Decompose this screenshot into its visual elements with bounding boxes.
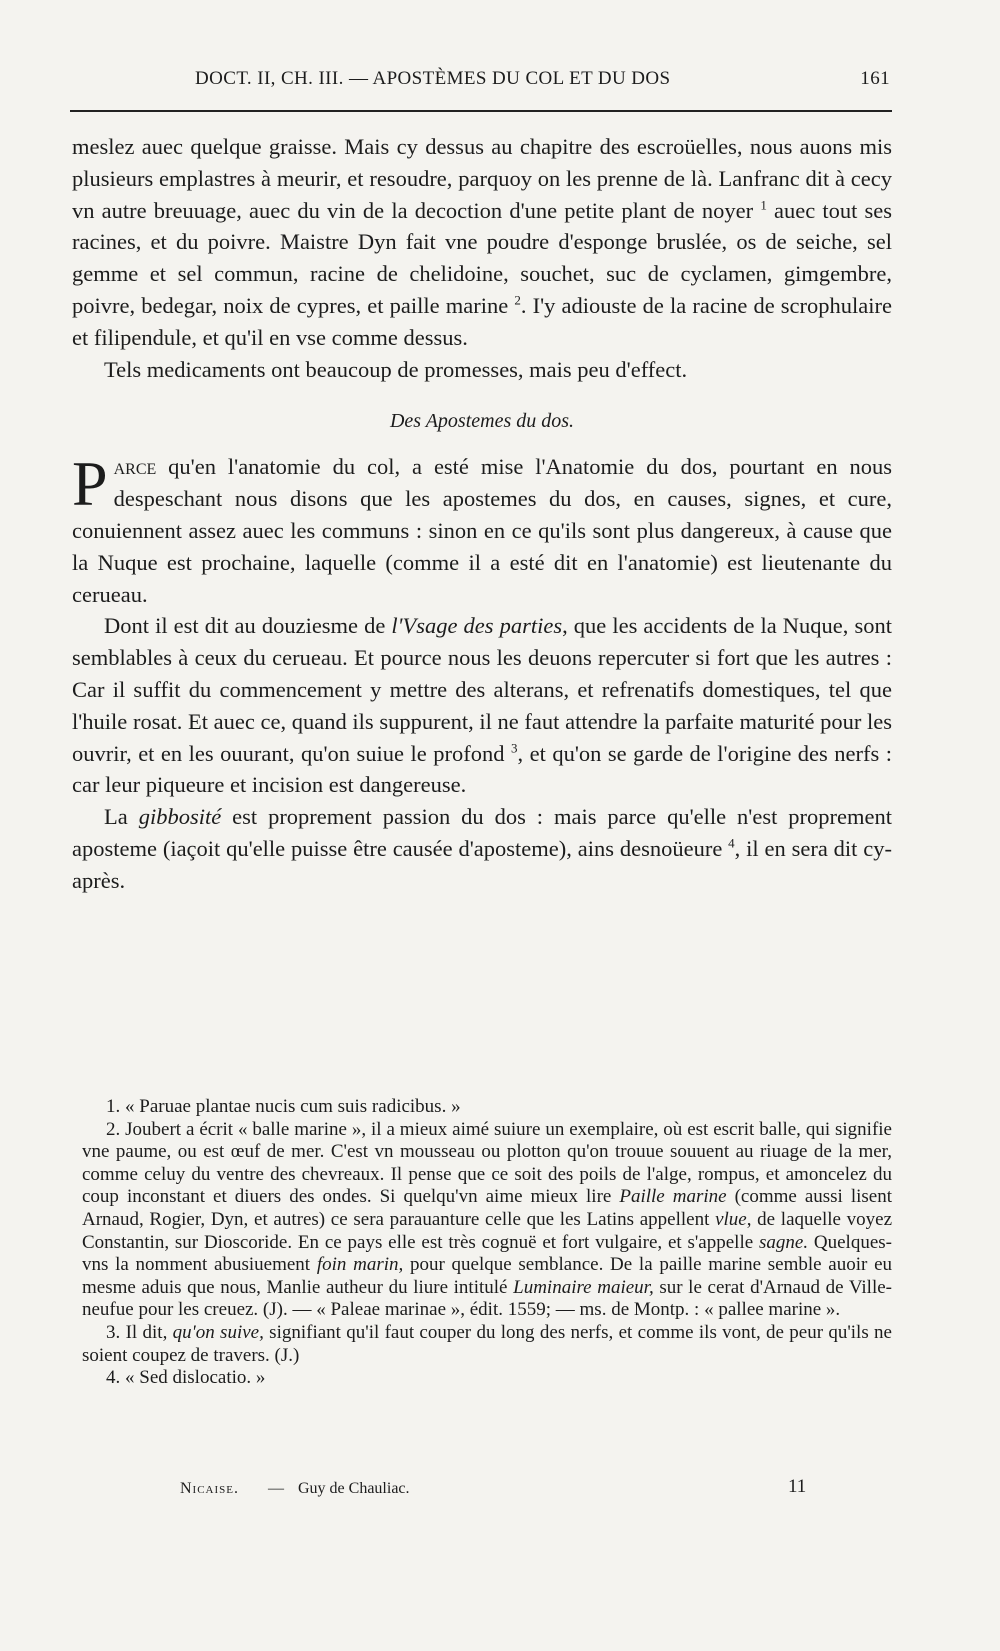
footer-separator: — bbox=[268, 1480, 284, 1497]
footnote-ref-4: 4 bbox=[728, 835, 735, 851]
footnote-1: 1. « Paruae plantae nucis cum suis radicibus. » bbox=[106, 1096, 461, 1117]
paragraph-3: Parce qu'en l'anatomie du col, a esté mise l'Anatomie du dos, pourtant en nous despeschant nous disons que les apostemes du dos, en causes, signes, et cure, conuiennent assez auec les communs : sinon en ce qu'ils sont plus dangereux, à cause que la Nuque est prochaine, laquelle (comme il a esté dit en l'anatomie) est lieutenante du cerueau. bbox=[72, 448, 892, 607]
page-footer bbox=[180, 1476, 880, 1510]
footnote-ref-2: 2 bbox=[514, 292, 521, 308]
footnote-ref-1: 1 bbox=[760, 197, 767, 213]
running-title: DOCT. II, CH. III. — APOSTÈMES DU COL ET DU DOS bbox=[195, 68, 671, 89]
small-caps-word: arce bbox=[113, 454, 157, 480]
page-header bbox=[70, 68, 890, 108]
footer-author: Nicaise. bbox=[180, 1480, 239, 1497]
paragraph-5: La gibbosité est proprement passion du dos : mais parce qu'elle n'est proprement aposteme (iaçoit qu'elle puisse être causée d'aposteme), ains desnoüeure $^4$, il en sera dit cy-après. bbox=[72, 804, 893, 893]
header-rule bbox=[70, 110, 892, 112]
italic-title: l'Vsage des parties bbox=[391, 613, 563, 639]
section-title: Des Apostemes du dos. bbox=[389, 410, 575, 433]
footnote-4: 4. « Sed dislocatio. » bbox=[106, 1367, 266, 1389]
page-number: 161 bbox=[860, 68, 890, 89]
main-text bbox=[72, 131, 892, 897]
paragraph-1: meslez auec quelque graisse. Mais cy dessus au chapitre des escroüelles, nous auons mis plusieurs emplastres à meurir, et resoudre, parquoy on les prenne de là. Lanfranc dit à cecy vn autre breuuage, auec du vin de la decoction d'une petite plant de noyer $^1$ auec tout ses racines, et du poivre. Maistre Dyn fait vne poudre d'esponge bruslée, os de seiche, sel gemme et sel commun, racine de chelidoine, souchet, suc de cyclamen, gimgembre, poivre, bedegar, noix de cypres, et paille marine $^2$. I'y adiouste de la racine de scrophulaire et filipendule, et qu'il en vse comme dessus. bbox=[72, 134, 893, 350]
footnote-ref-3: 3 bbox=[510, 740, 518, 756]
signature-mark: 11 bbox=[788, 1476, 807, 1497]
footer-book-title: Guy de Chauliac. bbox=[298, 1480, 410, 1497]
footnotes bbox=[82, 1096, 892, 1390]
footnote-2: 2. Joubert a écrit « balle marine », il a mieux aimé suiure un exemplaire, où est escrit balle, qui signifie vne paume, ou est œuf de mer. C'est vn mousseau ou plotton qu'on trouue souuent au riuage de la mer, comme celuy du ventre des chevreaux. Il pense que ce soit des poils de l'alge, rompus, et amoncelez du coup inconstant et diuers des ondes. Si quelqu'vn aime mieux lire Paille marine (comme aussi lisent Arnaud, Rogier, Dyn, et autres) ce sera parauanture celle que les Latins appellent vlue, de laquelle voyez Constantin, sur Dioscoride. En ce pays elle est très cognuë et fort vulgaire, et s'appelle sagne. Quelques-vns la nomment abusiuement foin marin, pour quelque semblance. De la paille marine semble auoir eu mesme aduis que nous, Manlie autheur du liure intitulé Luminaire maieur, sur le cerat d'Arnaud de Ville-neufue pour les creuez. (J). — « Paleae marinae », édit. 1559; — ms. de Montp. : « pallee marine ». bbox=[82, 1118, 893, 1321]
paragraph-2: Tels medicaments ont beaucoup de promesses, mais peu d'effect. bbox=[104, 356, 688, 382]
italic-term: gibbosité bbox=[138, 804, 222, 830]
footnote-3: 3. Il dit, qu'on suive, signifiant qu'il faut couper du long des nerfs, et comme ils vont, de peur qu'ils ne soient coupez de travers. (J.) bbox=[82, 1321, 892, 1366]
paragraph-4: Dont il est dit au douziesme de l'Vsage des parties, que les accidents de la Nuque, sont semblables à ceux du cerueau. Et pource nous les deuons repercuter si fort que les autres : Car il suffit du commencement y mettre des alterans, et refrenatifs domestiques, tel que l'huile rosat. Et auec ce, quand ils suppurent, il ne faut attendre la parfaite maturité pour les ouvrir, et en les ouurant, qu'on suiue le profond $^3$, et qu'on se garde de l'origine des nerfs : car leur piqueure et incision est dangereuse. bbox=[72, 613, 893, 798]
drop-cap: P bbox=[72, 448, 108, 520]
